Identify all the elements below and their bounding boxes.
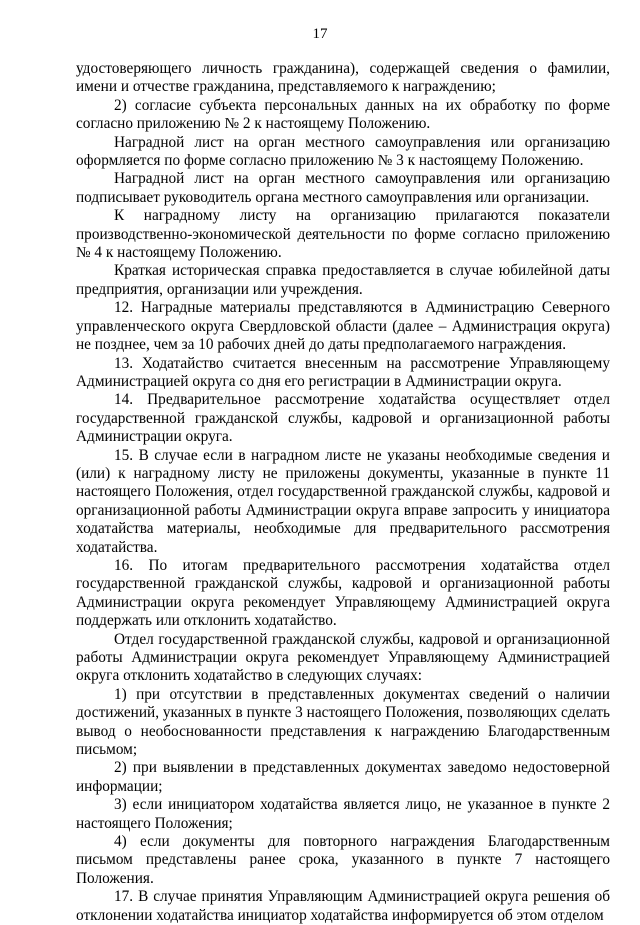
paragraph-rejection-cases: Отдел государственной гражданской службы, кадровой и организационной работы Администрации округа рекомендует Управляющему Администрацией округа отклонить ходатайство в следующих случаях: xyxy=(76,630,610,685)
paragraph-item-17: 17. В случае принятия Управляющим Администрацией округа решения об отклонении ходатайства инициатор ходатайства информируется об этом отделом xyxy=(76,888,610,924)
paragraph-case-1: 1) при отсутствии в представленных документах сведений о наличии достижений, указанных в пункте 3 настоящего Положения, позволяющих сделать вывод о необоснованности представления к награждению Благодарственным письмом; xyxy=(76,685,610,759)
paragraph-award-sheet-form: Наградной лист на орган местного самоуправления или организацию оформляется по форме согласно приложению № 3 к настоящему Положению. xyxy=(76,133,610,170)
paragraph-consent-item: 2) согласие субъекта персональных данных на их обработку по форме согласно приложению № 2 к настоящему Положению. xyxy=(76,96,610,133)
paragraph-item-16: 16. По итогам предварительного рассмотрения ходатайства отдел государственной гражданской службы, кадровой и организационной работы Администрации округа рекомендует Управляющему Администрацией округа поддержать или отклонить ходатайство. xyxy=(76,556,610,630)
paragraph-case-3: 3) если инициатором ходатайства является лицо, не указанное в пункте 2 настоящего Положения; xyxy=(76,796,610,832)
paragraph-continuation: удостоверяющего личность гражданина), содержащей сведения о фамилии, имени и отчестве гражданина, представляемого к награждению; xyxy=(76,60,610,96)
paragraph-historical-note: Краткая историческая справка предоставляется в случае юбилейной даты предприятия, организации или учреждения. xyxy=(76,262,610,298)
paragraph-item-14: 14. Предварительное рассмотрение ходатайства осуществляет отдел государственной гражданской службы, кадровой и организационной работы Администрации округа. xyxy=(76,391,610,446)
paragraph-case-4: 4) если документы для повторного награждения Благодарственным письмом представлены ранее срока, указанного в пункте 7 настоящего Положения. xyxy=(76,833,610,887)
paragraph-economic-indicators: К наградному листу на организацию прилагаются показатели производственно-экономической деятельности по форме согласно приложению № 4 к настоящему Положению. xyxy=(76,207,610,262)
paragraph-item-12: 12. Наградные материалы представляются в Администрацию Северного управленческого округа Свердловской области (далее – Администрация округа) не позднее, чем за 10 рабочих дней до даты предполагаемого награждения. xyxy=(76,299,610,354)
document-body xyxy=(76,60,610,925)
page-number: 17 xyxy=(312,26,328,42)
paragraph-item-15: 15. В случае если в наградном листе не указаны необходимые сведения и (или) к наградному листу не приложены документы, указанные в пункте 11 настоящего Положения, отдел государственной гражданской службы, кадровой и организационной работы Администрации округа вправе запросить у инициатора ходатайства материалы, необходимые для предварительного рассмотрения ходатайства. xyxy=(76,446,610,556)
paragraph-item-13: 13. Ходатайство считается внесенным на рассмотрение Управляющему Администрацией округа со дня его регистрации в Администрации округа. xyxy=(76,354,610,390)
paragraph-award-sheet-signature: Наградной лист на орган местного самоуправления или организацию подписывает руководитель органа местного самоуправления или организации. xyxy=(76,170,610,206)
paragraph-case-2: 2) при выявлении в представленных документах заведомо недостоверной информации; xyxy=(76,759,610,795)
